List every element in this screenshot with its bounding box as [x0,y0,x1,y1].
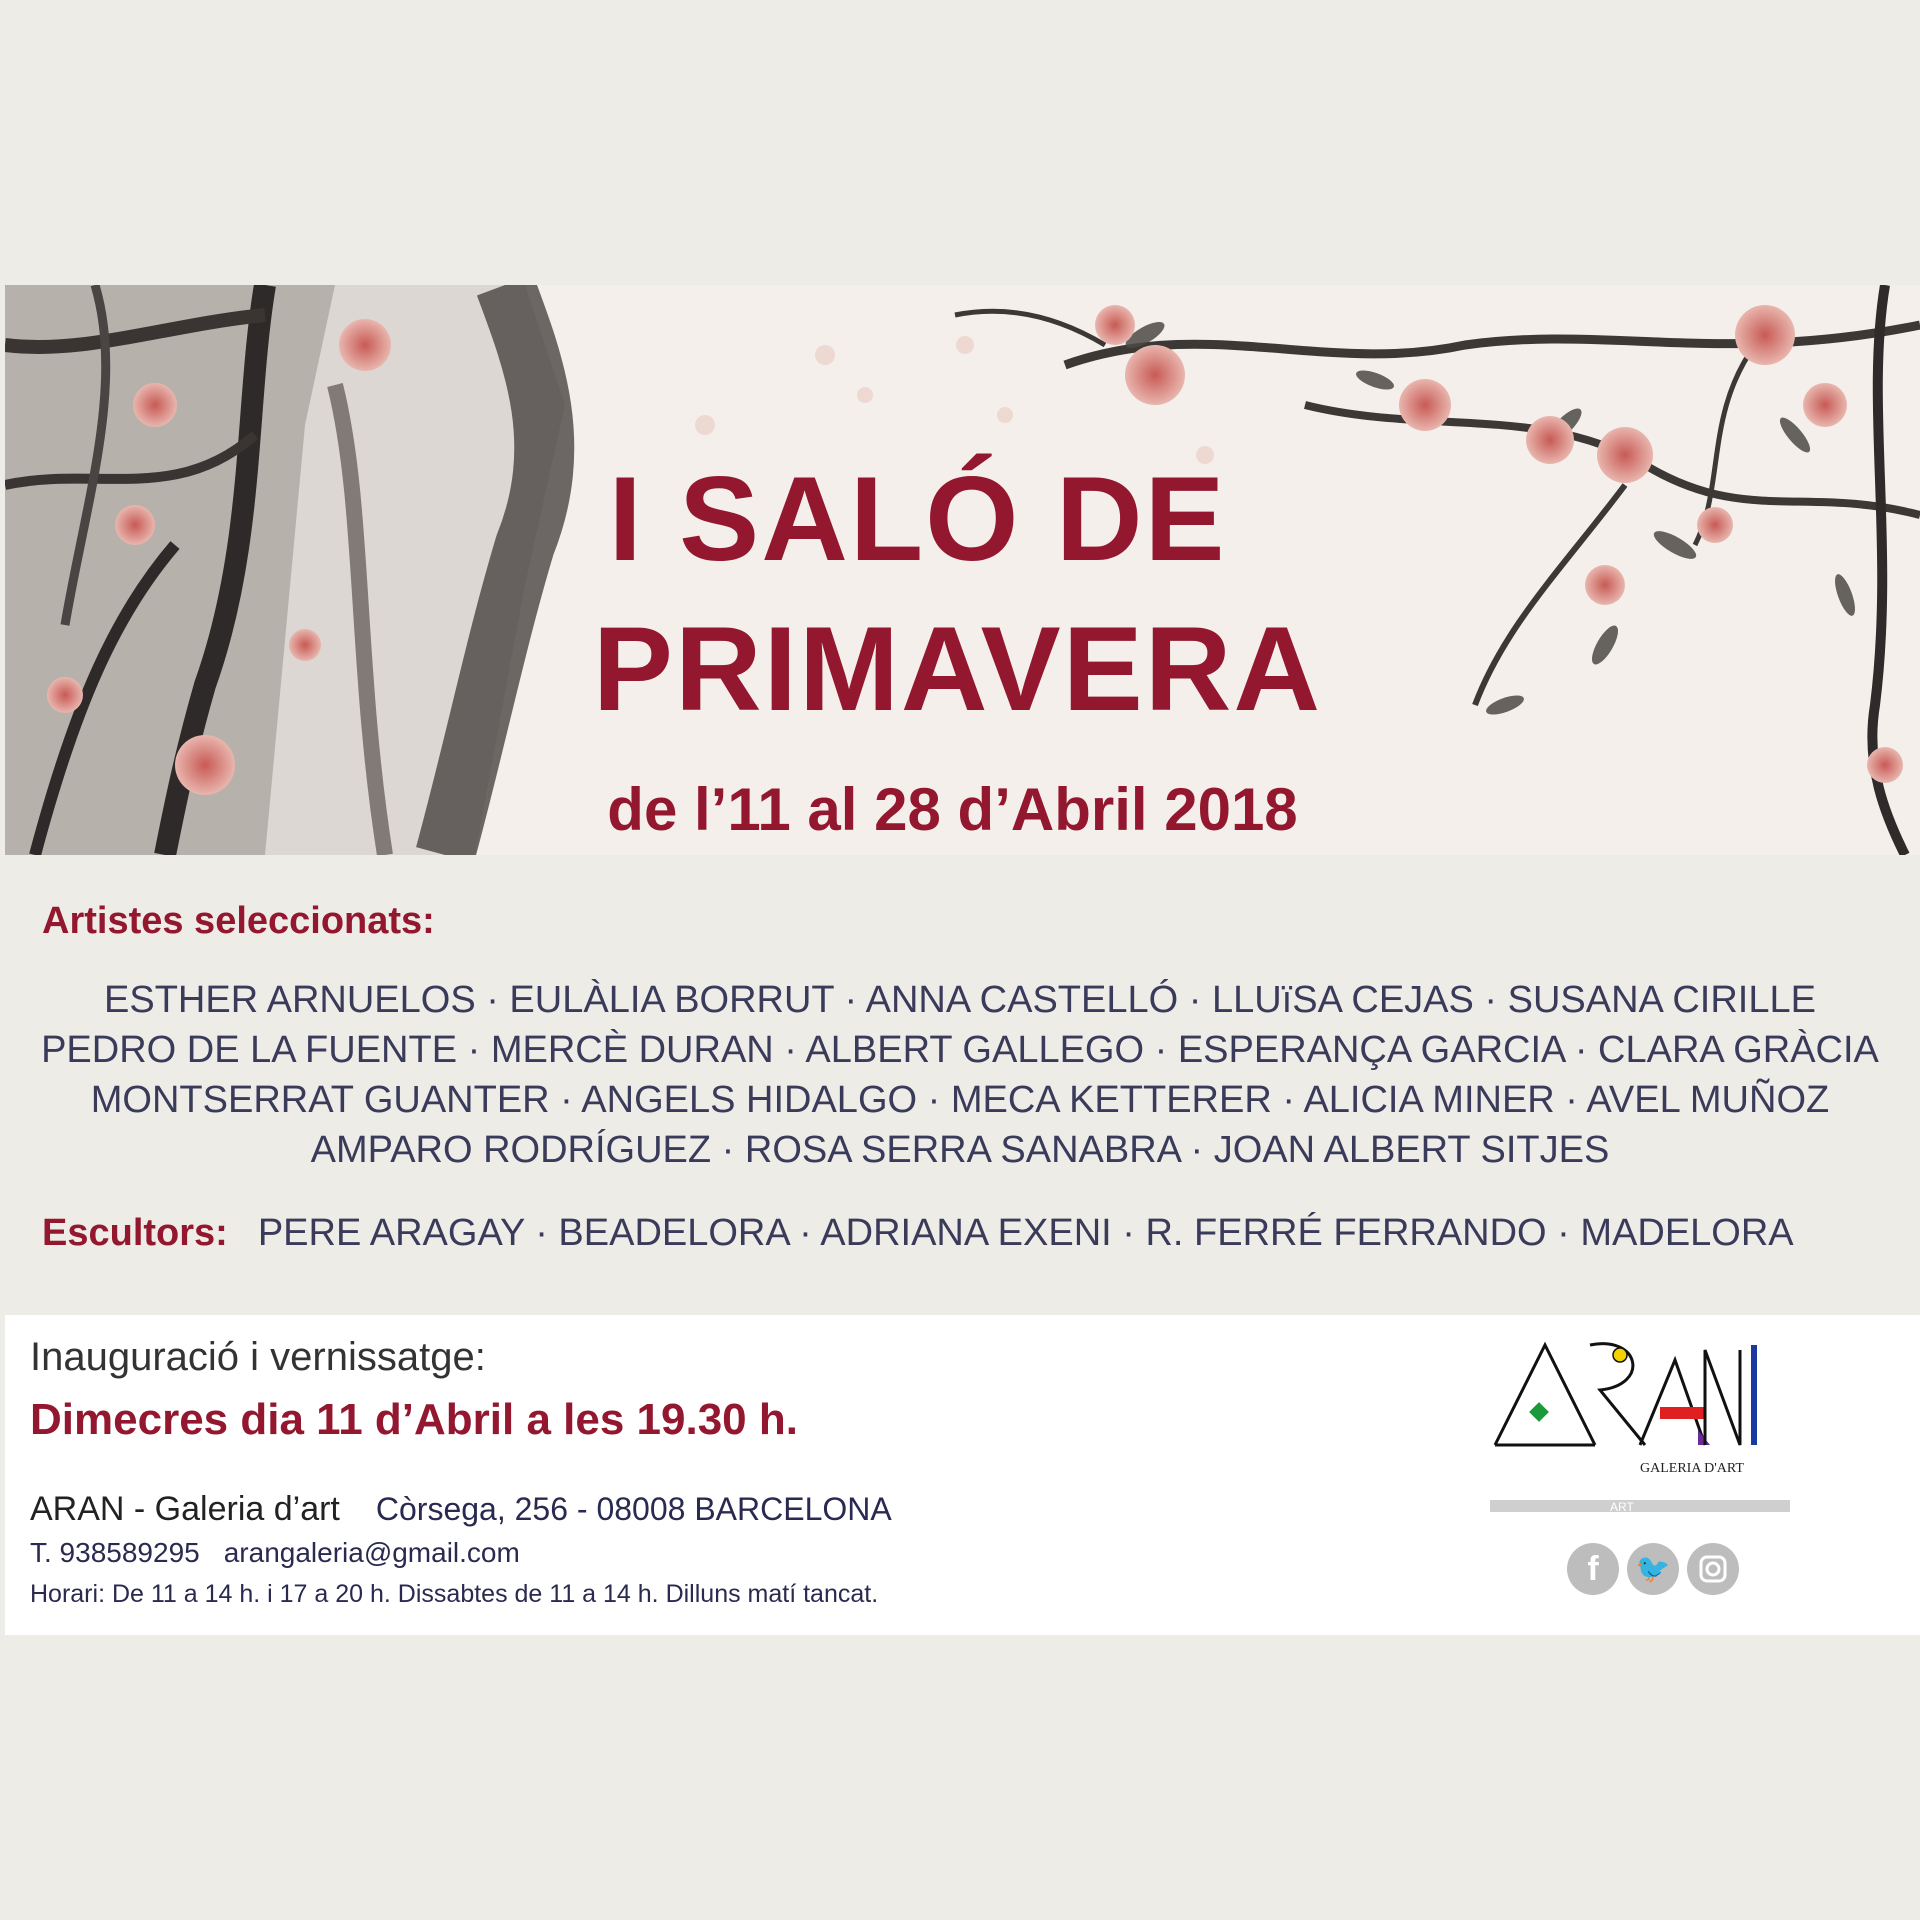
artists-row: AMPARO RODRÍGUEZ · ROSA SERRA SANABRA · JOAN ALBERT SITJES [310,1129,1610,1171]
facebook-icon[interactable]: f [1567,1543,1619,1595]
email-link[interactable]: arangaleria@gmail.com [223,1537,520,1568]
address-text: Còrsega, 256 - 08008 BARCELONA [375,1491,892,1527]
exhibition-dates: de l’11 al 28 d’Abril 2018 [607,776,1298,843]
inauguration-label: Inauguració i vernissatge: [30,1335,486,1379]
instagram-icon[interactable] [1687,1543,1739,1595]
sculptors-names: PERE ARAGAY · BEADELORA · ADRIANA EXENI · R. FERRÉ FERRANDO · MADELORA [257,1212,1794,1254]
logo-subtitle: GALERIA D'ART [1640,1461,1744,1476]
gallery-name: ARAN - Galeria d’art [30,1490,340,1528]
title-line-2: PRIMAVERA [592,602,1323,736]
artists-list [0,975,1920,1175]
twitter-icon[interactable]: 🐦 [1627,1543,1679,1595]
info-panel [5,1315,1920,1635]
artists-label: Artistes seleccionats: [42,900,435,942]
inauguration-date: Dimecres dia 11 d’Abril a les 19.30 h. [30,1395,798,1444]
sculptors-label: Escultors: [42,1212,228,1254]
artists-row: PEDRO DE LA FUENTE · MERCÈ DURAN · ALBERT GALLEGO · ESPERANÇA GARCIA · CLARA GRÀCIA [41,1029,1879,1071]
contact-line [30,1537,520,1569]
logo-bar-text: ART [1610,1500,1634,1514]
artists-row: MONTSERRAT GUANTER · ANGELS HIDALGO · MECA KETTERER · ALICIA MINER · AVEL MUÑOZ [90,1079,1830,1121]
aran-logo [1490,1325,1790,1515]
title-line-1: I SALÓ DE [608,452,1227,586]
phone: T. 938589295 [30,1537,200,1568]
sculptors-line [42,1212,1794,1255]
opening-hours: Horari: De 11 a 14 h. i 17 a 20 h. Dissabtes de 11 a 14 h. Dilluns matí tancat. [30,1580,879,1608]
banner [5,285,1920,855]
artists-row: ESTHER ARNUELOS · EULÀLIA BORRUT · ANNA CASTELLÓ · LLUïSA CEJAS · SUSANA CIRILLE [104,979,1816,1021]
gallery-address [30,1490,892,1529]
